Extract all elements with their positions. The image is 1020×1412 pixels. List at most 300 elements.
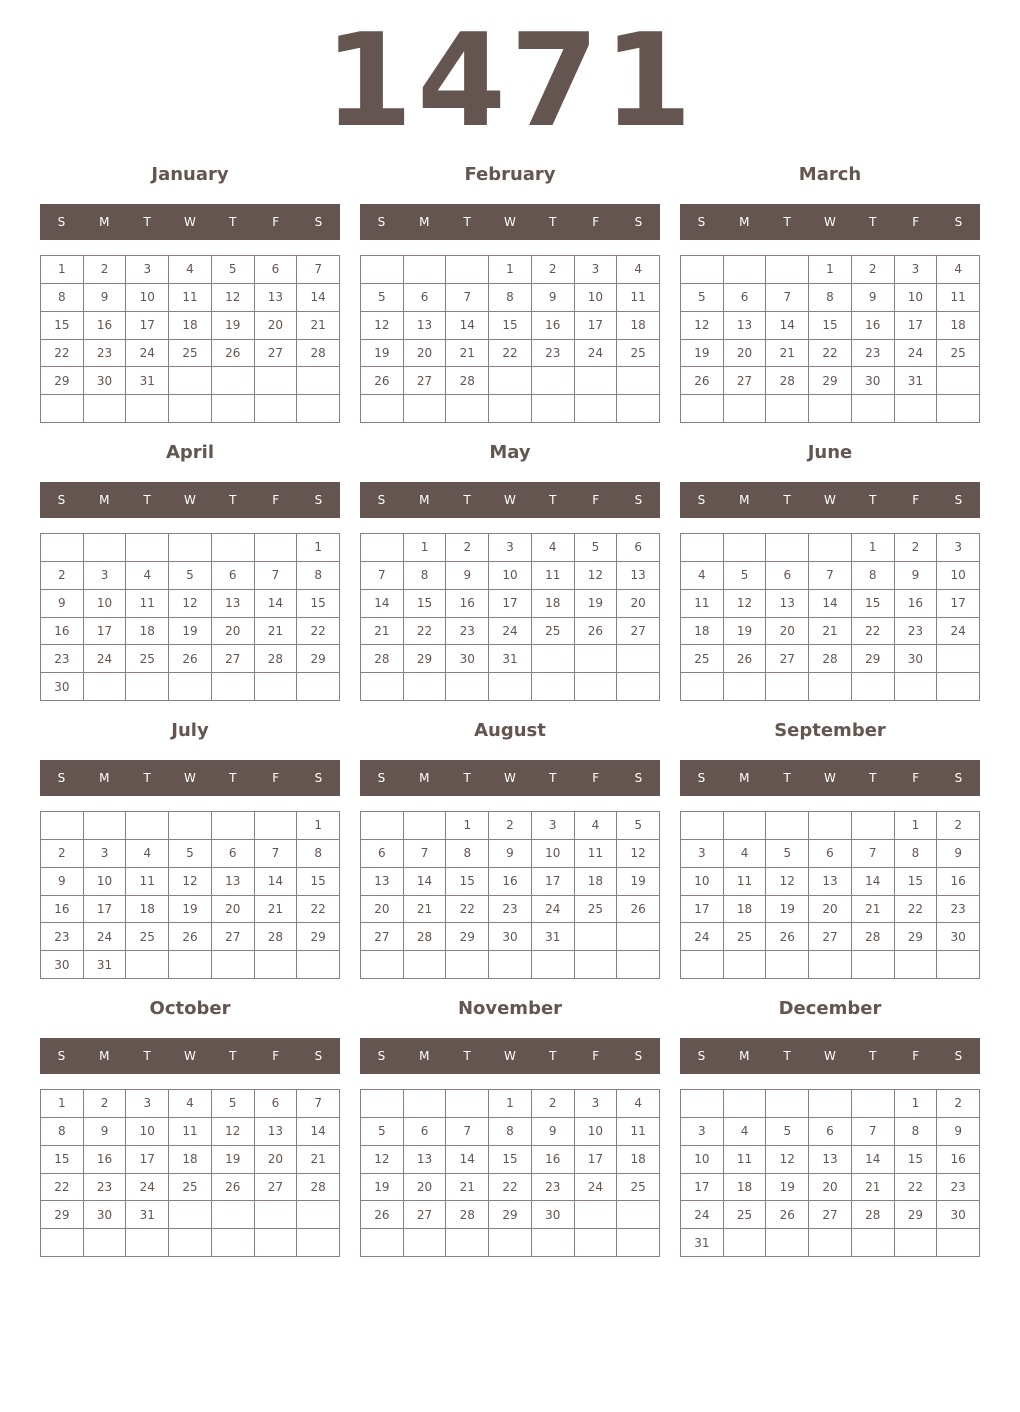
- day-cell: 5: [212, 256, 255, 284]
- weekday-header: [360, 204, 660, 240]
- day-cell: 1: [809, 256, 852, 284]
- day-cell: 2: [41, 840, 84, 868]
- day-grid: [40, 811, 340, 979]
- month-name: July: [171, 720, 209, 741]
- day-cell: 30: [937, 923, 980, 951]
- day-cell: 16: [937, 868, 980, 896]
- empty-day-cell: [617, 673, 660, 701]
- day-cell: 22: [404, 618, 447, 646]
- empty-day-cell: [681, 1090, 724, 1118]
- day-cell: 8: [895, 1118, 938, 1146]
- day-cell: 26: [169, 923, 212, 951]
- day-cell: 23: [895, 618, 938, 646]
- day-cell: 27: [212, 923, 255, 951]
- empty-day-cell: [126, 395, 169, 423]
- day-cell: 3: [489, 534, 532, 562]
- day-cell: 26: [681, 367, 724, 395]
- weekday-label: T: [463, 493, 471, 507]
- weekday-label: S: [314, 493, 323, 507]
- day-cell: 27: [404, 1201, 447, 1229]
- empty-day-cell: [724, 673, 767, 701]
- empty-day-cell: [446, 256, 489, 284]
- day-cell: 21: [361, 618, 404, 646]
- day-cell: 23: [41, 923, 84, 951]
- empty-day-cell: [212, 812, 255, 840]
- weekday-label: M: [99, 215, 110, 229]
- day-cell: 25: [681, 645, 724, 673]
- empty-day-cell: [297, 1229, 340, 1257]
- day-cell: 16: [41, 618, 84, 646]
- day-cell: 26: [212, 340, 255, 368]
- day-cell: 21: [446, 1174, 489, 1202]
- day-cell: 10: [532, 840, 575, 868]
- day-cell: 17: [681, 1174, 724, 1202]
- weekday-label: T: [143, 215, 151, 229]
- day-cell: 4: [724, 1118, 767, 1146]
- day-cell: 3: [895, 256, 938, 284]
- day-cell: 15: [489, 1146, 532, 1174]
- day-cell: 4: [532, 534, 575, 562]
- weekday-label: F: [272, 493, 280, 507]
- day-cell: 9: [489, 840, 532, 868]
- day-cell: 20: [212, 618, 255, 646]
- empty-day-cell: [84, 1229, 127, 1257]
- day-cell: 22: [41, 1174, 84, 1202]
- day-cell: 14: [446, 312, 489, 340]
- weekday-label: W: [824, 771, 836, 785]
- empty-day-cell: [126, 812, 169, 840]
- day-cell: 23: [446, 618, 489, 646]
- day-cell: 13: [404, 312, 447, 340]
- day-cell: 14: [404, 868, 447, 896]
- empty-day-cell: [297, 1201, 340, 1229]
- day-cell: 14: [255, 590, 298, 618]
- day-cell: 14: [297, 1118, 340, 1146]
- day-cell: 28: [361, 645, 404, 673]
- day-cell: 28: [446, 1201, 489, 1229]
- empty-day-cell: [575, 1229, 618, 1257]
- empty-day-cell: [724, 1229, 767, 1257]
- weekday-label: W: [824, 1049, 836, 1063]
- day-cell: 16: [532, 1146, 575, 1174]
- empty-day-cell: [766, 951, 809, 979]
- empty-day-cell: [404, 395, 447, 423]
- day-cell: 6: [212, 562, 255, 590]
- day-cell: 10: [895, 284, 938, 312]
- empty-day-cell: [532, 673, 575, 701]
- day-cell: 12: [575, 562, 618, 590]
- weekday-label: F: [912, 1049, 920, 1063]
- day-cell: 17: [126, 312, 169, 340]
- empty-day-cell: [297, 395, 340, 423]
- day-cell: 19: [169, 618, 212, 646]
- weekday-header: [40, 1038, 340, 1074]
- day-cell: 2: [489, 812, 532, 840]
- weekday-label: W: [504, 215, 516, 229]
- day-cell: 20: [404, 1174, 447, 1202]
- day-cell: 11: [169, 1118, 212, 1146]
- empty-day-cell: [446, 673, 489, 701]
- day-cell: 2: [895, 534, 938, 562]
- day-cell: 6: [255, 256, 298, 284]
- day-cell: 21: [852, 896, 895, 924]
- day-cell: 16: [852, 312, 895, 340]
- day-grid: [360, 255, 660, 423]
- day-cell: 24: [895, 340, 938, 368]
- weekday-label: S: [377, 1049, 386, 1063]
- empty-day-cell: [361, 1229, 404, 1257]
- day-cell: 7: [852, 1118, 895, 1146]
- empty-day-cell: [617, 645, 660, 673]
- day-cell: 9: [937, 840, 980, 868]
- day-cell: 4: [169, 256, 212, 284]
- empty-day-cell: [41, 812, 84, 840]
- day-cell: 5: [361, 1118, 404, 1146]
- day-cell: 22: [895, 896, 938, 924]
- empty-day-cell: [809, 1090, 852, 1118]
- day-cell: 7: [852, 840, 895, 868]
- day-cell: 3: [84, 562, 127, 590]
- day-cell: 24: [937, 618, 980, 646]
- day-cell: 10: [575, 1118, 618, 1146]
- day-cell: 23: [937, 1174, 980, 1202]
- day-cell: 20: [809, 896, 852, 924]
- month-name: October: [149, 998, 231, 1019]
- weekday-label: S: [634, 215, 643, 229]
- day-cell: 3: [681, 1118, 724, 1146]
- day-cell: 20: [361, 896, 404, 924]
- weekday-label: T: [463, 771, 471, 785]
- day-cell: 22: [297, 618, 340, 646]
- day-cell: 3: [575, 1090, 618, 1118]
- day-cell: 7: [809, 562, 852, 590]
- empty-day-cell: [852, 1090, 895, 1118]
- empty-day-cell: [169, 395, 212, 423]
- weekday-label: T: [869, 493, 877, 507]
- empty-day-cell: [446, 951, 489, 979]
- day-grid: [360, 811, 660, 979]
- weekday-label: S: [697, 1049, 706, 1063]
- day-cell: 16: [446, 590, 489, 618]
- weekday-label: T: [783, 215, 791, 229]
- day-cell: 27: [404, 367, 447, 395]
- day-cell: 18: [575, 868, 618, 896]
- day-cell: 13: [724, 312, 767, 340]
- day-cell: 25: [937, 340, 980, 368]
- day-cell: 23: [489, 896, 532, 924]
- day-cell: 31: [126, 367, 169, 395]
- empty-day-cell: [212, 1201, 255, 1229]
- day-cell: 16: [41, 896, 84, 924]
- day-grid: [680, 255, 980, 423]
- day-cell: 11: [169, 284, 212, 312]
- empty-day-cell: [255, 367, 298, 395]
- weekday-label: W: [184, 493, 196, 507]
- day-cell: 2: [84, 256, 127, 284]
- day-cell: 31: [532, 923, 575, 951]
- day-cell: 6: [404, 284, 447, 312]
- empty-day-cell: [895, 951, 938, 979]
- day-cell: 13: [809, 1146, 852, 1174]
- weekday-label: T: [143, 1049, 151, 1063]
- day-cell: 17: [681, 896, 724, 924]
- day-cell: 13: [212, 868, 255, 896]
- weekday-header: [40, 204, 340, 240]
- day-cell: 17: [532, 868, 575, 896]
- weekday-label: T: [783, 493, 791, 507]
- empty-day-cell: [361, 395, 404, 423]
- empty-day-cell: [617, 1229, 660, 1257]
- day-cell: 1: [895, 1090, 938, 1118]
- empty-day-cell: [724, 256, 767, 284]
- day-cell: 22: [489, 340, 532, 368]
- day-cell: 4: [937, 256, 980, 284]
- day-cell: 27: [255, 340, 298, 368]
- weekday-label: S: [697, 215, 706, 229]
- day-cell: 9: [41, 590, 84, 618]
- weekday-label: W: [184, 1049, 196, 1063]
- empty-day-cell: [937, 645, 980, 673]
- day-cell: 13: [766, 590, 809, 618]
- day-cell: 7: [297, 256, 340, 284]
- day-cell: 28: [766, 367, 809, 395]
- day-cell: 6: [766, 562, 809, 590]
- day-cell: 11: [126, 590, 169, 618]
- weekday-label: M: [739, 771, 750, 785]
- day-cell: 3: [84, 840, 127, 868]
- day-cell: 25: [724, 1201, 767, 1229]
- empty-day-cell: [404, 1229, 447, 1257]
- weekday-label: T: [783, 771, 791, 785]
- month-name: September: [774, 720, 886, 741]
- weekday-label: M: [419, 493, 430, 507]
- day-cell: 16: [895, 590, 938, 618]
- empty-day-cell: [446, 1229, 489, 1257]
- day-cell: 15: [446, 868, 489, 896]
- empty-day-cell: [169, 951, 212, 979]
- empty-day-cell: [84, 534, 127, 562]
- day-cell: 31: [84, 951, 127, 979]
- day-cell: 21: [255, 618, 298, 646]
- day-cell: 28: [297, 1174, 340, 1202]
- day-cell: 18: [169, 312, 212, 340]
- weekday-label: W: [184, 771, 196, 785]
- empty-day-cell: [681, 812, 724, 840]
- day-cell: 13: [404, 1146, 447, 1174]
- day-cell: 21: [297, 312, 340, 340]
- weekday-label: S: [634, 771, 643, 785]
- weekday-label: S: [697, 771, 706, 785]
- weekday-label: F: [592, 771, 600, 785]
- weekday-label: W: [184, 215, 196, 229]
- weekday-label: M: [739, 215, 750, 229]
- weekday-label: W: [824, 215, 836, 229]
- day-cell: 31: [681, 1229, 724, 1257]
- weekday-label: M: [99, 1049, 110, 1063]
- day-cell: 22: [297, 896, 340, 924]
- weekday-label: S: [634, 1049, 643, 1063]
- weekday-label: S: [954, 493, 963, 507]
- empty-day-cell: [446, 395, 489, 423]
- day-cell: 2: [937, 812, 980, 840]
- day-cell: 24: [126, 340, 169, 368]
- day-cell: 6: [404, 1118, 447, 1146]
- empty-day-cell: [766, 1090, 809, 1118]
- day-cell: 28: [446, 367, 489, 395]
- empty-day-cell: [169, 673, 212, 701]
- day-cell: 8: [41, 284, 84, 312]
- day-cell: 20: [617, 590, 660, 618]
- empty-day-cell: [766, 534, 809, 562]
- day-cell: 2: [852, 256, 895, 284]
- day-cell: 6: [361, 840, 404, 868]
- empty-day-cell: [809, 673, 852, 701]
- day-cell: 19: [169, 896, 212, 924]
- day-cell: 18: [126, 618, 169, 646]
- empty-day-cell: [255, 534, 298, 562]
- empty-day-cell: [809, 395, 852, 423]
- weekday-label: T: [229, 771, 237, 785]
- day-cell: 10: [937, 562, 980, 590]
- day-cell: 7: [404, 840, 447, 868]
- day-cell: 10: [681, 1146, 724, 1174]
- empty-day-cell: [766, 673, 809, 701]
- empty-day-cell: [809, 951, 852, 979]
- day-cell: 13: [255, 1118, 298, 1146]
- empty-day-cell: [84, 812, 127, 840]
- weekday-label: S: [314, 215, 323, 229]
- empty-day-cell: [84, 395, 127, 423]
- day-cell: 2: [532, 1090, 575, 1118]
- day-cell: 18: [617, 312, 660, 340]
- day-cell: 9: [41, 868, 84, 896]
- weekday-label: T: [229, 1049, 237, 1063]
- day-cell: 24: [84, 923, 127, 951]
- day-cell: 26: [169, 645, 212, 673]
- empty-day-cell: [532, 645, 575, 673]
- day-cell: 10: [126, 1118, 169, 1146]
- day-cell: 1: [489, 1090, 532, 1118]
- day-cell: 29: [852, 645, 895, 673]
- day-cell: 8: [297, 562, 340, 590]
- day-cell: 9: [895, 562, 938, 590]
- day-cell: 25: [617, 340, 660, 368]
- day-cell: 25: [126, 645, 169, 673]
- day-cell: 8: [489, 1118, 532, 1146]
- day-cell: 16: [532, 312, 575, 340]
- empty-day-cell: [361, 812, 404, 840]
- day-cell: 14: [809, 590, 852, 618]
- empty-day-cell: [681, 951, 724, 979]
- day-cell: 18: [532, 590, 575, 618]
- day-cell: 14: [297, 284, 340, 312]
- empty-day-cell: [255, 673, 298, 701]
- day-cell: 4: [126, 840, 169, 868]
- weekday-label: T: [869, 215, 877, 229]
- weekday-label: F: [272, 1049, 280, 1063]
- day-cell: 15: [41, 312, 84, 340]
- empty-day-cell: [852, 673, 895, 701]
- day-grid: [40, 533, 340, 701]
- day-cell: 22: [446, 896, 489, 924]
- month-name: February: [464, 164, 556, 185]
- weekday-label: W: [504, 1049, 516, 1063]
- empty-day-cell: [489, 395, 532, 423]
- day-cell: 24: [84, 645, 127, 673]
- weekday-label: T: [143, 771, 151, 785]
- day-cell: 30: [852, 367, 895, 395]
- day-cell: 11: [126, 868, 169, 896]
- day-cell: 10: [489, 562, 532, 590]
- day-cell: 27: [724, 367, 767, 395]
- day-cell: 17: [895, 312, 938, 340]
- day-cell: 9: [532, 284, 575, 312]
- month-name: November: [457, 998, 563, 1019]
- day-cell: 11: [575, 840, 618, 868]
- empty-day-cell: [489, 367, 532, 395]
- day-cell: 22: [489, 1174, 532, 1202]
- day-cell: 20: [766, 618, 809, 646]
- day-cell: 7: [766, 284, 809, 312]
- day-cell: 30: [489, 923, 532, 951]
- empty-day-cell: [169, 1201, 212, 1229]
- day-cell: 26: [766, 923, 809, 951]
- day-cell: 5: [617, 812, 660, 840]
- weekday-label: S: [57, 1049, 66, 1063]
- day-cell: 8: [446, 840, 489, 868]
- empty-day-cell: [404, 1090, 447, 1118]
- empty-day-cell: [126, 673, 169, 701]
- day-cell: 2: [446, 534, 489, 562]
- day-cell: 13: [212, 590, 255, 618]
- day-cell: 19: [361, 1174, 404, 1202]
- day-cell: 2: [41, 562, 84, 590]
- day-cell: 5: [766, 1118, 809, 1146]
- empty-day-cell: [575, 951, 618, 979]
- empty-day-cell: [852, 395, 895, 423]
- empty-day-cell: [937, 367, 980, 395]
- weekday-label: T: [549, 215, 557, 229]
- empty-day-cell: [617, 395, 660, 423]
- day-cell: 8: [852, 562, 895, 590]
- empty-day-cell: [255, 812, 298, 840]
- weekday-label: S: [954, 1049, 963, 1063]
- day-cell: 16: [84, 312, 127, 340]
- month-name: January: [151, 164, 229, 185]
- empty-day-cell: [617, 367, 660, 395]
- day-cell: 29: [41, 1201, 84, 1229]
- day-cell: 22: [41, 340, 84, 368]
- day-cell: 14: [446, 1146, 489, 1174]
- weekday-header: [680, 204, 980, 240]
- day-cell: 6: [809, 1118, 852, 1146]
- weekday-label: F: [912, 771, 920, 785]
- day-cell: 18: [724, 896, 767, 924]
- weekday-label: T: [463, 1049, 471, 1063]
- empty-day-cell: [489, 951, 532, 979]
- day-cell: 3: [681, 840, 724, 868]
- day-cell: 28: [255, 645, 298, 673]
- day-cell: 4: [126, 562, 169, 590]
- weekday-label: T: [463, 215, 471, 229]
- day-cell: 19: [766, 1174, 809, 1202]
- day-cell: 26: [361, 1201, 404, 1229]
- empty-day-cell: [809, 1229, 852, 1257]
- empty-day-cell: [361, 951, 404, 979]
- day-cell: 25: [575, 896, 618, 924]
- empty-day-cell: [575, 645, 618, 673]
- day-cell: 20: [255, 312, 298, 340]
